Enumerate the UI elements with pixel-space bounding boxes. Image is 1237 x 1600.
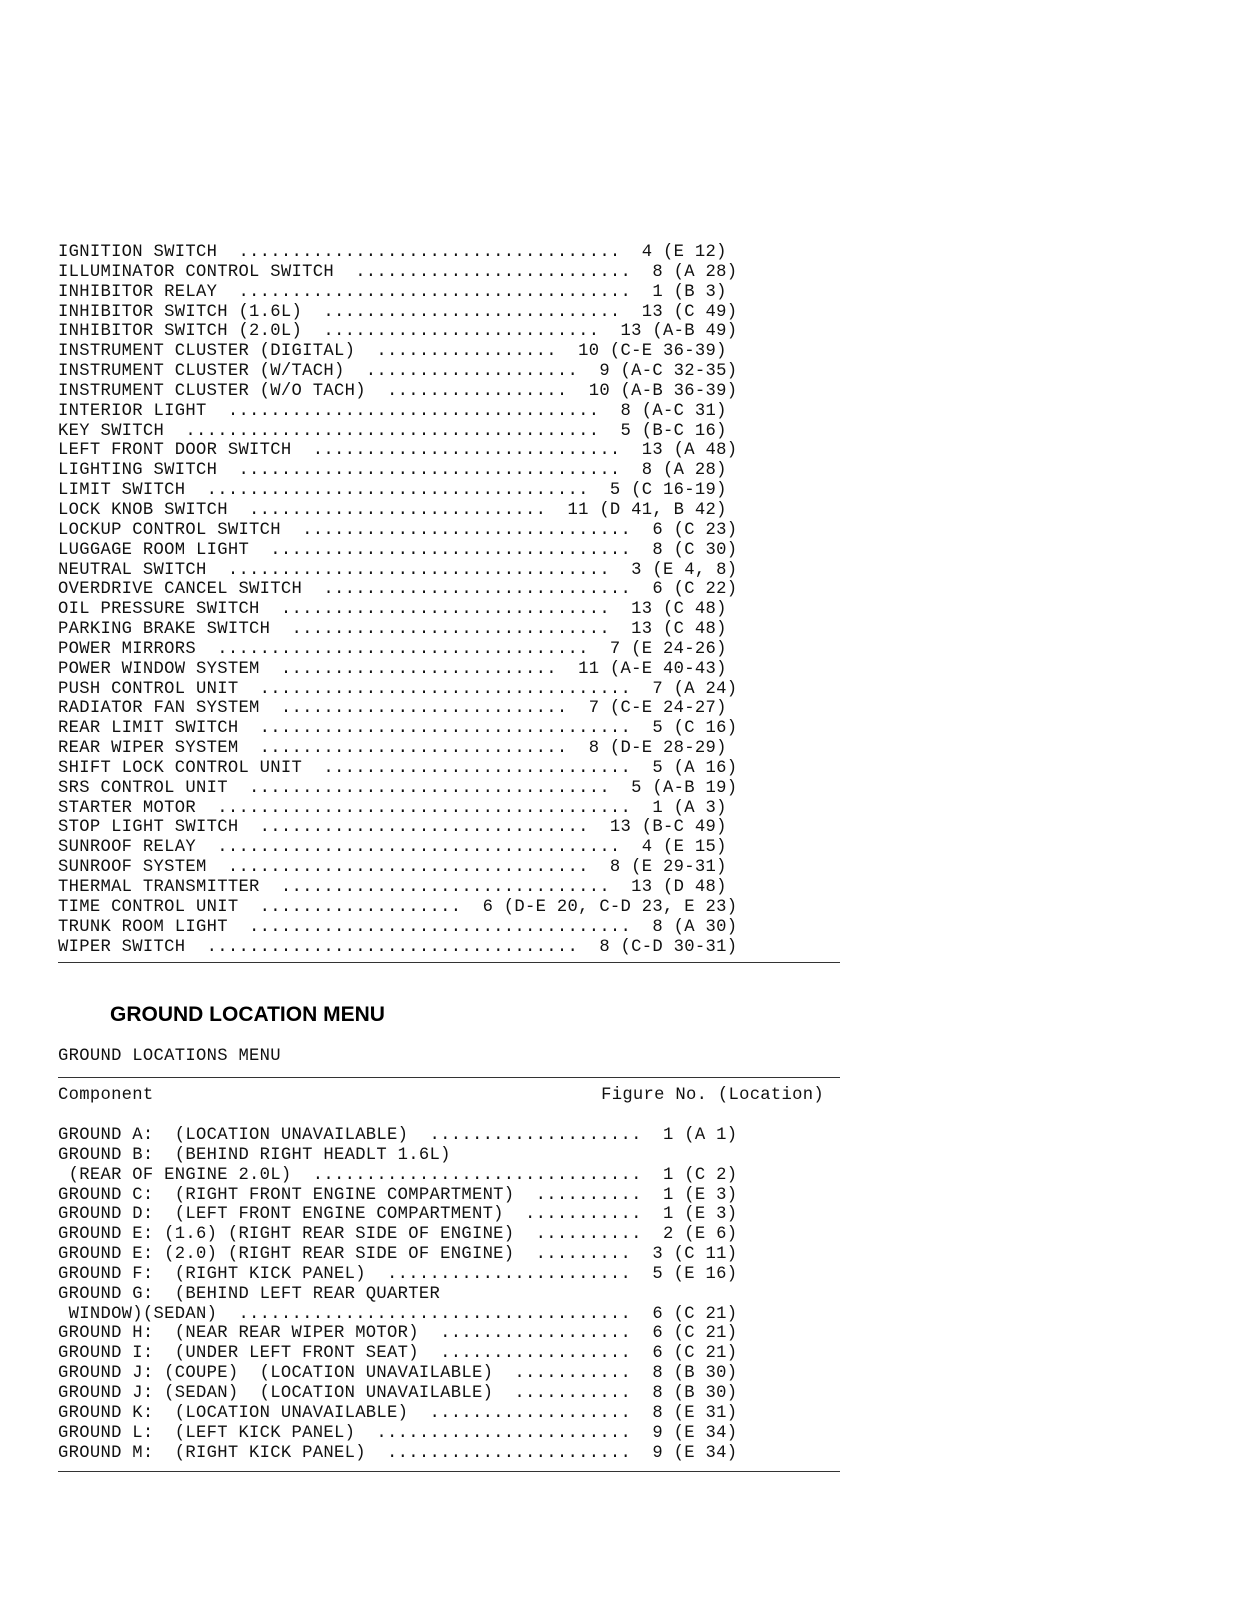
list-item: IGNITION SWITCH .................................... 4 (E 12) — [58, 243, 727, 262]
list-item: WIPER SWITCH ................................... 8 (C-D 30-31) — [58, 937, 738, 957]
list-item: INSTRUMENT CLUSTER (W/TACH) .................... 9 (A-C 32-35) — [58, 362, 738, 382]
list-item: INSTRUMENT CLUSTER (W/O TACH) ................. 10 (A-B 36-39) — [58, 381, 738, 401]
list-item: INHIBITOR RELAY ..................................... 1 (B 3) — [58, 282, 727, 302]
column-header-row — [58, 1086, 824, 1106]
divider-header-top — [58, 1077, 840, 1078]
column-header-component: Component — [58, 1086, 154, 1105]
list-item: REAR WIPER SYSTEM ............................. 8 (D-E 28-29) — [58, 739, 727, 759]
component-index-list — [58, 243, 838, 957]
list-item: SUNROOF SYSTEM .................................. 8 (E 29-31) — [58, 858, 727, 878]
list-item: INTERIOR LIGHT ................................... 8 (A-C 31) — [58, 401, 727, 421]
ground-list-item: GROUND K: (LOCATION UNAVAILABLE) ................... 8 (E 31) — [58, 1403, 738, 1423]
ground-list-item: GROUND A: (LOCATION UNAVAILABLE) .................... 1 (A 1) — [58, 1126, 738, 1145]
list-item: TRUNK ROOM LIGHT .................................... 8 (A 30) — [58, 917, 738, 937]
ground-list-item: (REAR OF ENGINE 2.0L) ............................... 1 (C 2) — [58, 1165, 738, 1185]
list-item: INHIBITOR SWITCH (1.6L) ............................ 13 (C 49) — [58, 302, 738, 322]
list-item: PARKING BRAKE SWITCH .............................. 13 (C 48) — [58, 620, 727, 640]
ground-list-item: GROUND J: (COUPE) (LOCATION UNAVAILABLE) ........... 8 (B 30) — [58, 1364, 738, 1384]
ground-list-item: GROUND F: (RIGHT KICK PANEL) ....................... 5 (E 16) — [58, 1264, 738, 1284]
ground-list-item: GROUND B: (BEHIND RIGHT HEADLT 1.6L) — [58, 1145, 451, 1165]
ground-list-item: GROUND J: (SEDAN) (LOCATION UNAVAILABLE) ........... 8 (B 30) — [58, 1383, 738, 1403]
ground-list-item: GROUND E: (2.0) (RIGHT REAR SIDE OF ENGINE) ......... 3 (C 11) — [58, 1245, 738, 1265]
ground-list-item: GROUND L: (LEFT KICK PANEL) ........................ 9 (E 34) — [58, 1423, 738, 1443]
list-item: PUSH CONTROL UNIT ................................... 7 (A 24) — [58, 679, 738, 699]
ground-list-item: GROUND H: (NEAR REAR WIPER MOTOR) .................. 6 (C 21) — [58, 1324, 738, 1344]
ground-list-item: GROUND E: (1.6) (RIGHT REAR SIDE OF ENGINE) .......... 2 (E 6) — [58, 1225, 738, 1245]
ground-list-item: GROUND I: (UNDER LEFT FRONT SEAT) .................. 6 (C 21) — [58, 1344, 738, 1364]
list-item: LOCK KNOB SWITCH ............................ 11 (D 41, B 42) — [58, 500, 727, 520]
section-subtitle: GROUND LOCATIONS MENU — [58, 1047, 281, 1066]
ground-list-item: GROUND M: (RIGHT KICK PANEL) ....................... 9 (E 34) — [58, 1443, 738, 1463]
ground-list-item: WINDOW)(SEDAN) ..................................... 6 (C 21) — [58, 1304, 738, 1324]
list-item: NEUTRAL SWITCH .................................... 3 (E 4, 8) — [58, 560, 738, 580]
list-item: INSTRUMENT CLUSTER (DIGITAL) ................. 10 (C-E 36-39) — [58, 342, 727, 362]
list-item: SHIFT LOCK CONTROL UNIT ............................. 5 (A 16) — [58, 758, 738, 778]
list-item: LEFT FRONT DOOR SWITCH ............................. 13 (A 48) — [58, 441, 738, 461]
column-header-figure: Figure No. (Location) — [601, 1086, 824, 1105]
list-item: OIL PRESSURE SWITCH ............................... 13 (C 48) — [58, 600, 727, 620]
list-item: STARTER MOTOR ....................................... 1 (A 3) — [58, 798, 727, 818]
list-item: LOCKUP CONTROL SWITCH ............................... 6 (C 23) — [58, 520, 738, 540]
ground-list-item: GROUND D: (LEFT FRONT ENGINE COMPARTMENT) ........... 1 (E 3) — [58, 1205, 738, 1225]
ground-list-item: GROUND C: (RIGHT FRONT ENGINE COMPARTMENT) .......... 1 (E 3) — [58, 1185, 738, 1205]
list-item: REAR LIMIT SWITCH ................................... 5 (C 16) — [58, 719, 738, 739]
list-item: ILLUMINATOR CONTROL SWITCH .......................... 8 (A 28) — [58, 262, 738, 282]
list-item: THERMAL TRANSMITTER ............................... 13 (D 48) — [58, 878, 727, 897]
list-item: POWER MIRRORS ................................... 7 (E 24-26) — [58, 639, 727, 659]
list-item: RADIATOR FAN SYSTEM ........................... 7 (C-E 24-27) — [58, 699, 727, 719]
list-item: TIME CONTROL UNIT ................... 6 (D-E 20, C-D 23, E 23) — [58, 897, 738, 917]
list-item: STOP LIGHT SWITCH ............................... 13 (B-C 49) — [58, 818, 727, 838]
list-item: LUGGAGE ROOM LIGHT .................................. 8 (C 30) — [58, 540, 738, 560]
list-item: OVERDRIVE CANCEL SWITCH ............................. 6 (C 22) — [58, 580, 738, 600]
ground-list-item: GROUND G: (BEHIND LEFT REAR QUARTER — [58, 1284, 441, 1304]
list-item: POWER WINDOW SYSTEM .......................... 11 (A-E 40-43) — [58, 659, 727, 679]
list-item: LIMIT SWITCH .................................... 5 (C 16-19) — [58, 481, 727, 501]
divider-bottom — [58, 1471, 840, 1472]
list-item: KEY SWITCH ....................................... 5 (B-C 16) — [58, 421, 727, 441]
divider-top — [58, 962, 840, 963]
list-item: SRS CONTROL UNIT .................................. 5 (A-B 19) — [58, 778, 738, 798]
list-item: INHIBITOR SWITCH (2.0L) .......................... 13 (A-B 49) — [58, 322, 738, 342]
section-heading: GROUND LOCATION MENU — [110, 1003, 385, 1026]
list-item: LIGHTING SWITCH .................................... 8 (A 28) — [58, 461, 727, 481]
list-item: SUNROOF RELAY ...................................... 4 (E 15) — [58, 838, 727, 858]
ground-location-list — [58, 1126, 838, 1463]
